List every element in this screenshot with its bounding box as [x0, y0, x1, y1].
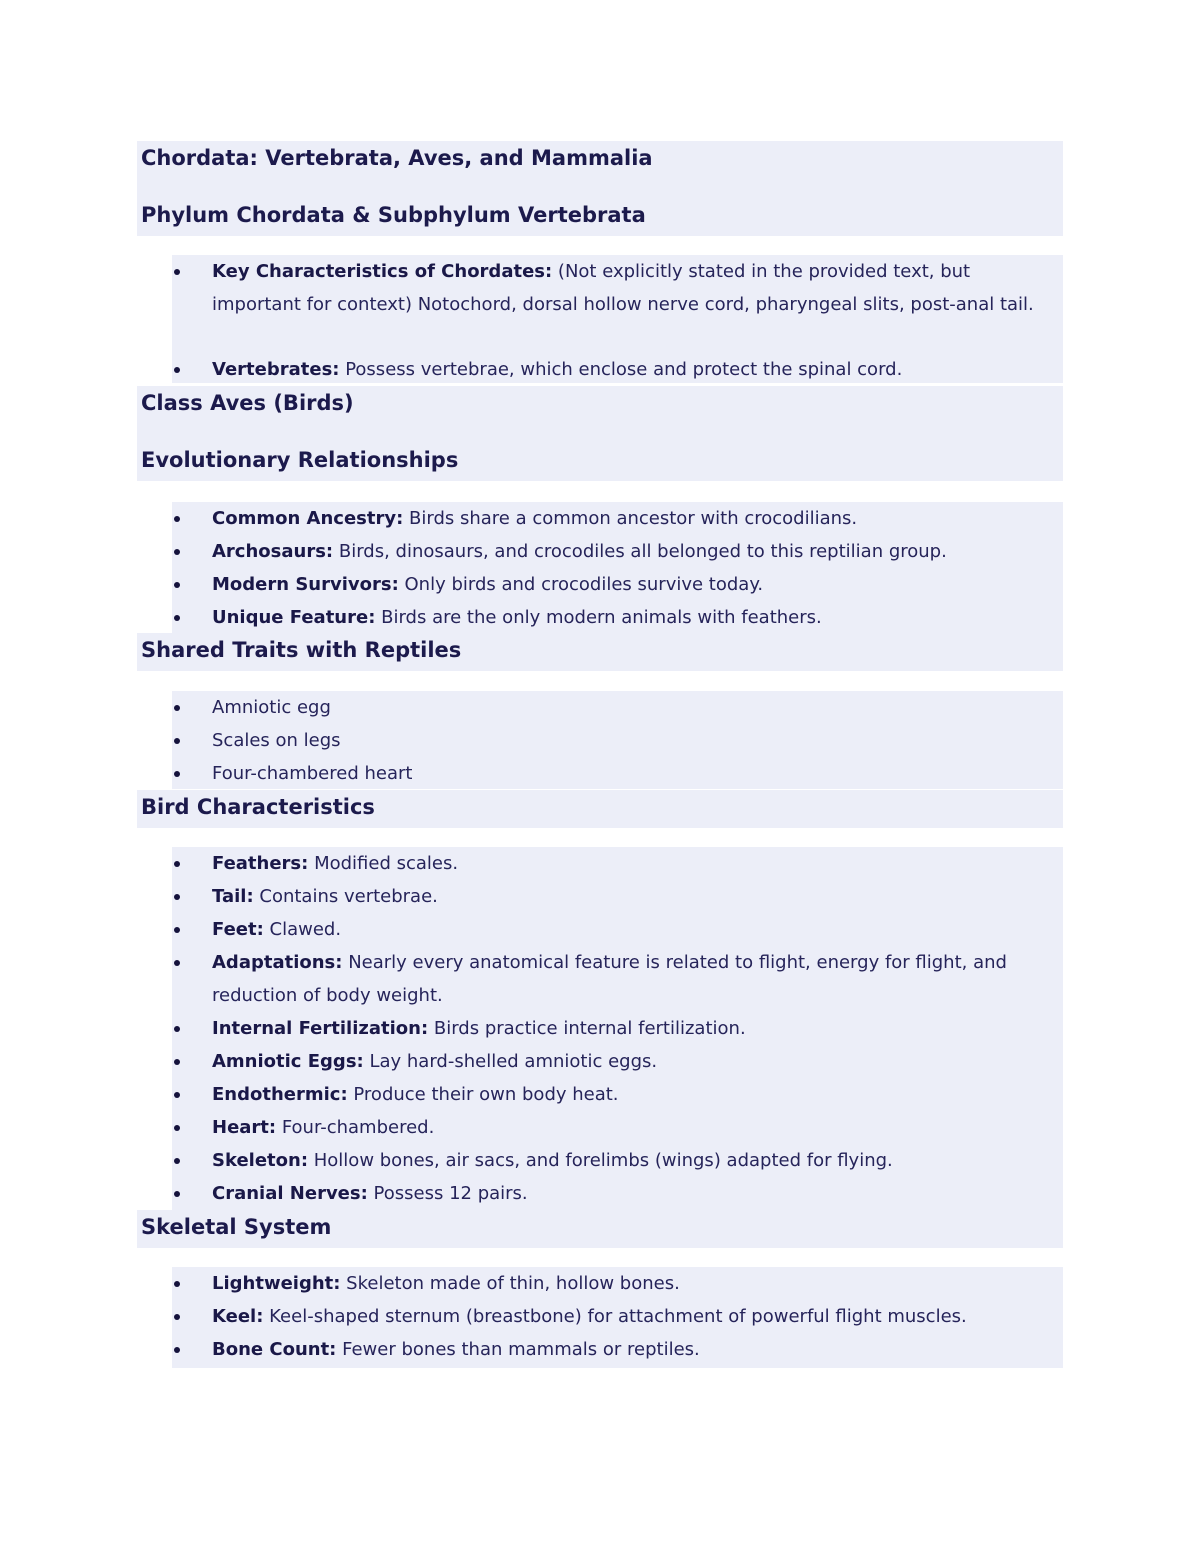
- list-item-term: Heart:: [212, 1117, 277, 1138]
- bullet-icon: [174, 516, 180, 522]
- list-item-term: Common Ancestry:: [212, 508, 404, 529]
- bullet-icon: [174, 1347, 180, 1353]
- bullet-icon: [174, 1026, 180, 1032]
- bullet-icon: [174, 894, 180, 900]
- list-item-text: [212, 1267, 1045, 1300]
- list-item-text: [212, 353, 1045, 386]
- bird-characteristics-list-block: [172, 847, 1063, 1210]
- section-heading-aves: Class Aves (Birds): [141, 391, 354, 415]
- list-item-text: [212, 1333, 1045, 1366]
- list-item-term: Lightweight:: [212, 1273, 341, 1294]
- list-item-description: Fewer bones than mammals or reptiles.: [336, 1339, 700, 1360]
- section-heading-skeletal-system: Skeletal System: [141, 1215, 332, 1239]
- bullet-icon: [174, 927, 180, 933]
- bullet-icon: [174, 582, 180, 588]
- skeletal-system-heading-block: [137, 1210, 1063, 1248]
- list-item-text: [212, 601, 1045, 634]
- list-item: [172, 1012, 1063, 1045]
- list-item-text: [212, 502, 1045, 535]
- skeletal-system-list-block: [172, 1267, 1063, 1368]
- chordata-list-block: [172, 255, 1063, 383]
- list-item-text: [212, 1045, 1045, 1078]
- list-item-text: [212, 1078, 1045, 1111]
- bullet-icon: [174, 549, 180, 555]
- section-heading-chordata: Phylum Chordata & Subphylum Vertebrata: [141, 203, 646, 227]
- list-item-description: (Not explicitly stated in the provided text, but important for context) Notochord, dorsal hollow nerve cord, pharyngeal slits, post-anal tail.: [212, 261, 1034, 315]
- list-item-description: Only birds and crocodiles survive today.: [398, 574, 764, 595]
- list-item: [172, 724, 1063, 757]
- list-item-text: [212, 255, 1045, 321]
- list-item-description: Hollow bones, air sacs, and forelimbs (wings) adapted for flying.: [308, 1150, 893, 1171]
- list-item-description: Possess 12 pairs.: [367, 1183, 528, 1204]
- section-heading-evolution: Evolutionary Relationships: [141, 448, 459, 472]
- list-item-text: [212, 1177, 1045, 1210]
- section-heading-shared-traits: Shared Traits with Reptiles: [141, 638, 462, 662]
- list-item-description: Skeleton made of thin, hollow bones.: [340, 1273, 680, 1294]
- list-item-description: Produce their own body heat.: [347, 1084, 619, 1105]
- bullet-icon: [174, 615, 180, 621]
- list-item-term: Archosaurs:: [212, 541, 334, 562]
- list-item-term: Feathers:: [212, 853, 309, 874]
- list-item-term: Unique Feature:: [212, 607, 376, 628]
- bird-characteristics-heading-block: [137, 790, 1063, 828]
- list-item-term: Cranial Nerves:: [212, 1183, 368, 1204]
- list-item: [172, 568, 1063, 601]
- list-item: [172, 847, 1063, 880]
- list-item: [172, 255, 1063, 354]
- list-item: [172, 502, 1063, 535]
- list-item-text: Four-chambered heart: [212, 763, 413, 784]
- document-title: Chordata: Vertebrata, Aves, and Mammalia: [141, 146, 653, 170]
- list-item-term: Modern Survivors:: [212, 574, 399, 595]
- list-item: [172, 946, 1063, 1012]
- list-item-term: Keel:: [212, 1306, 264, 1327]
- list-item: [172, 353, 1063, 386]
- list-item-description: Clawed.: [263, 919, 342, 940]
- list-item-text: [212, 1144, 1045, 1177]
- list-item-description: Four-chambered.: [276, 1117, 435, 1138]
- list-item-text: [212, 1300, 1045, 1333]
- list-item: [172, 1111, 1063, 1144]
- list-item-term: Internal Fertilization:: [212, 1018, 429, 1039]
- list-item-description: Birds, dinosaurs, and crocodiles all belonged to this reptilian group.: [333, 541, 947, 562]
- list-item-term: Adaptations:: [212, 952, 343, 973]
- list-item-text: [212, 913, 1045, 946]
- list-item-term: Tail:: [212, 886, 254, 907]
- shared-traits-heading-block: [137, 633, 1063, 671]
- list-item: [172, 1333, 1063, 1366]
- list-item-description: Lay hard-shelled amniotic eggs.: [363, 1051, 658, 1072]
- bullet-icon: [174, 1314, 180, 1320]
- bullet-icon: [174, 861, 180, 867]
- list-item-text: Scales on legs: [212, 730, 341, 751]
- bullet-icon: [174, 1059, 180, 1065]
- list-item-description: Birds practice internal fertilization.: [428, 1018, 746, 1039]
- list-item-term: Feet:: [212, 919, 264, 940]
- list-item-description: Nearly every anatomical feature is related to flight, energy for flight, and reduction of body weight.: [212, 952, 1007, 1006]
- list-item-description: Contains vertebrae.: [253, 886, 438, 907]
- list-item: [172, 1144, 1063, 1177]
- list-item-text: Amniotic egg: [212, 697, 331, 718]
- list-item: [172, 757, 1063, 790]
- list-item: [172, 880, 1063, 913]
- list-item-term: Skeleton:: [212, 1150, 309, 1171]
- evolution-list-block: [172, 502, 1063, 633]
- bullet-icon: [174, 960, 180, 966]
- title-block: [137, 141, 1063, 236]
- list-item-text: [212, 1111, 1045, 1144]
- list-item-term: Amniotic Eggs:: [212, 1051, 364, 1072]
- list-item-text: [212, 535, 1045, 568]
- list-item: [172, 535, 1063, 568]
- list-item-term: Vertebrates:: [212, 359, 340, 380]
- list-item-description: Modified scales.: [308, 853, 459, 874]
- list-item: [172, 913, 1063, 946]
- list-item-text: [212, 847, 1045, 880]
- section-heading-bird-characteristics: Bird Characteristics: [141, 795, 375, 819]
- list-item-description: Keel-shaped sternum (breastbone) for attachment of powerful flight muscles.: [263, 1306, 967, 1327]
- bullet-icon: [174, 367, 180, 373]
- list-item: [172, 1177, 1063, 1210]
- list-item-term: Bone Count:: [212, 1339, 337, 1360]
- list-item-description: Birds are the only modern animals with feathers.: [375, 607, 822, 628]
- list-item-description: Birds share a common ancestor with crocodilians.: [403, 508, 858, 529]
- list-item: [172, 1300, 1063, 1333]
- list-item: [172, 1267, 1063, 1300]
- aves-heading-block: [137, 386, 1063, 481]
- list-item: [172, 691, 1063, 724]
- bullet-icon: [174, 705, 180, 711]
- list-item-text: [212, 1012, 1045, 1045]
- list-item-term: Key Characteristics of Chordates:: [212, 261, 553, 282]
- bullet-icon: [174, 771, 180, 777]
- shared-traits-list-block: [172, 691, 1063, 789]
- list-item-term: Endothermic:: [212, 1084, 348, 1105]
- list-item: [172, 1045, 1063, 1078]
- bullet-icon: [174, 1125, 180, 1131]
- bullet-icon: [174, 1191, 180, 1197]
- list-item-text: [212, 568, 1045, 601]
- bullet-icon: [174, 1281, 180, 1287]
- list-item: [172, 601, 1063, 634]
- list-item: [172, 1078, 1063, 1111]
- list-item-text: [212, 946, 1045, 1012]
- bullet-icon: [174, 738, 180, 744]
- list-item-text: [212, 880, 1045, 913]
- bullet-icon: [174, 1158, 180, 1164]
- bullet-icon: [174, 269, 180, 275]
- list-item-description: Possess vertebrae, which enclose and protect the spinal cord.: [339, 359, 903, 380]
- bullet-icon: [174, 1092, 180, 1098]
